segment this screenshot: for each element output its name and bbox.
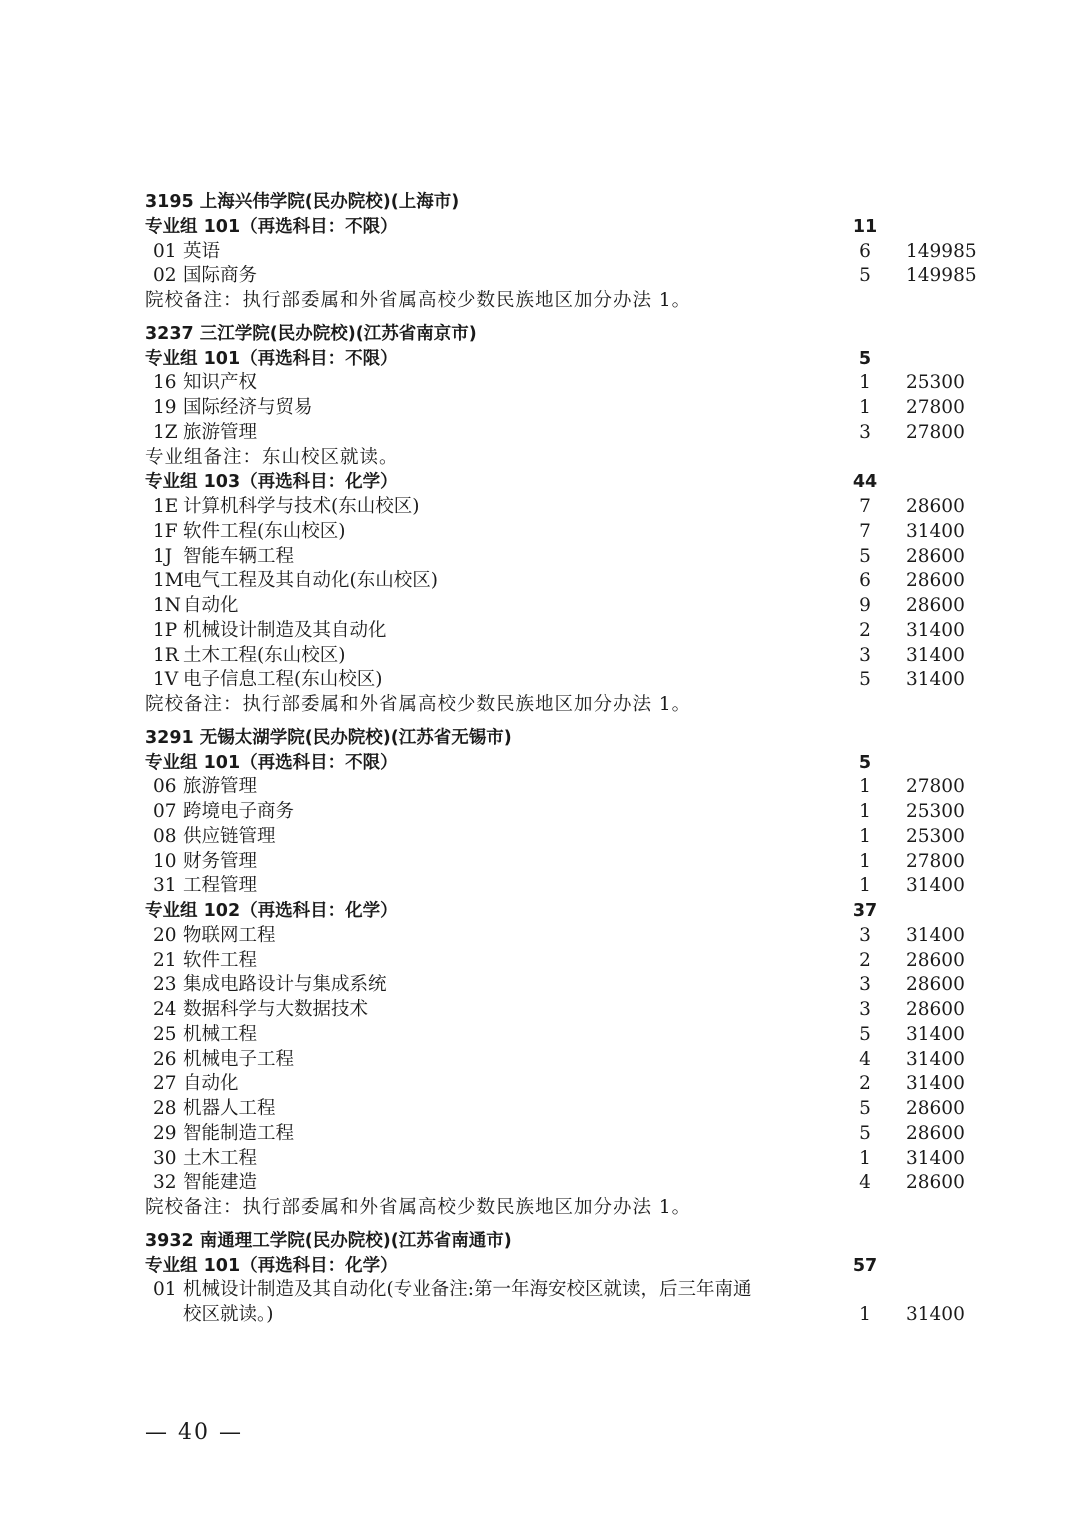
major-code: 32	[153, 1172, 177, 1194]
major-code: 28	[153, 1098, 177, 1119]
major-code: 20	[153, 924, 177, 946]
major-code: 10	[153, 850, 177, 872]
major-count: 1	[859, 850, 871, 872]
major-fee: 28600	[906, 974, 965, 996]
major-fee: 31400	[906, 1304, 965, 1325]
major-row	[0, 874, 1080, 899]
major-code: 1P	[153, 619, 178, 641]
major-row	[0, 1023, 1080, 1048]
major-code: 1R	[153, 644, 179, 666]
major-count: 1	[859, 825, 871, 847]
institution-note-row	[0, 693, 1080, 718]
major-code: 27	[153, 1073, 177, 1095]
institution-title: 3237 三江学院(民办院校)(江苏省南京市)	[145, 323, 477, 344]
major-name: 土木工程	[183, 1147, 258, 1169]
major-group-header	[0, 899, 1080, 924]
major-count: 3	[859, 644, 871, 666]
major-count: 1	[859, 372, 871, 394]
major-name: 智能制造工程	[183, 1122, 295, 1144]
major-name: 机器人工程	[183, 1098, 276, 1119]
major-name: 旅游管理	[183, 776, 258, 798]
major-count: 1	[859, 776, 871, 798]
major-group-title: 专业组 101（再选科目：不限）	[145, 348, 398, 369]
major-code: 29	[153, 1122, 177, 1144]
major-fee: 31400	[906, 669, 965, 691]
major-row	[0, 949, 1080, 974]
major-row	[0, 998, 1080, 1023]
major-group-count: 5	[858, 752, 872, 773]
major-name: 电气工程及其自动化(东山校区)	[183, 570, 438, 592]
major-count: 5	[859, 545, 871, 567]
major-name: 机械电子工程	[183, 1048, 295, 1070]
major-code: 26	[153, 1048, 177, 1070]
major-group-count: 44	[852, 472, 878, 493]
major-name: 跨境电子商务	[183, 801, 295, 822]
major-group-header	[0, 751, 1080, 776]
major-fee: 31400	[906, 644, 965, 666]
major-fee: 31400	[906, 875, 965, 897]
institution-note: 院校备注：执行部委属和外省属高校少数民族地区加分办法 1。	[145, 290, 692, 311]
major-code: 16	[153, 372, 177, 394]
major-name: 智能车辆工程	[183, 545, 295, 567]
major-name: 集成电路设计与集成系统	[183, 974, 387, 996]
institution-note-row	[0, 289, 1080, 314]
institution-note-row	[0, 1196, 1080, 1221]
major-fee: 31400	[906, 1023, 965, 1045]
major-count: 3	[859, 924, 871, 946]
major-count: 3	[859, 999, 871, 1020]
major-name: 物联网工程	[183, 924, 276, 946]
institution-header	[0, 190, 1080, 215]
major-name: 自动化	[183, 1073, 239, 1095]
major-row	[0, 619, 1080, 644]
major-group-count: 5	[858, 348, 872, 369]
major-name: 国际商务	[183, 265, 258, 287]
major-fee: 149985	[906, 265, 977, 287]
major-code: 31	[153, 875, 177, 897]
major-name: 数据科学与大数据技术	[183, 999, 369, 1020]
major-group-header	[0, 470, 1080, 495]
major-row	[0, 569, 1080, 594]
institution-note: 院校备注：执行部委属和外省属高校少数民族地区加分办法 1。	[145, 694, 692, 715]
major-count: 1	[859, 801, 871, 822]
major-row	[0, 240, 1080, 265]
major-fee: 25300	[906, 825, 965, 847]
major-fee: 27800	[906, 421, 965, 443]
institution-header	[0, 322, 1080, 347]
major-row	[0, 775, 1080, 800]
major-code: 1E	[153, 496, 179, 517]
major-code: 01	[153, 1279, 177, 1301]
major-count: 1	[859, 1304, 871, 1325]
major-row	[0, 1048, 1080, 1073]
major-count: 3	[859, 974, 871, 996]
major-code: 01	[153, 240, 177, 262]
major-row	[0, 264, 1080, 289]
major-group-header	[0, 347, 1080, 372]
major-count: 6	[859, 240, 871, 262]
institution-header	[0, 1229, 1080, 1254]
major-fee: 31400	[906, 1147, 965, 1169]
major-group-count: 57	[852, 1255, 878, 1276]
major-count: 6	[859, 570, 871, 592]
institution-note: 院校备注：执行部委属和外省属高校少数民族地区加分办法 1。	[145, 1197, 692, 1218]
major-code: 1N	[153, 595, 181, 616]
major-group-title: 专业组 101（再选科目：化学）	[145, 1255, 398, 1276]
major-fee: 28600	[906, 949, 965, 971]
major-row	[0, 520, 1080, 545]
major-name: 智能建造	[183, 1172, 258, 1194]
institution-header	[0, 726, 1080, 751]
major-row-continued	[0, 1303, 1080, 1328]
major-code: 06	[153, 776, 177, 798]
major-row	[0, 421, 1080, 446]
major-row	[0, 668, 1080, 693]
major-code: 02	[153, 265, 177, 287]
major-row	[0, 800, 1080, 825]
major-name: 国际经济与贸易	[183, 397, 313, 418]
major-row	[0, 1097, 1080, 1122]
major-code: 25	[153, 1023, 177, 1045]
major-fee: 31400	[906, 619, 965, 641]
major-row	[0, 1278, 1080, 1303]
major-count: 5	[859, 265, 871, 287]
admission-plan-page	[0, 190, 1080, 1328]
major-fee: 31400	[906, 1073, 965, 1095]
major-name: 旅游管理	[183, 421, 258, 443]
major-code: 24	[153, 999, 177, 1020]
major-row	[0, 850, 1080, 875]
major-row	[0, 371, 1080, 396]
major-row	[0, 1171, 1080, 1196]
major-name: 计算机科学与技术(东山校区)	[183, 496, 420, 517]
major-count: 9	[859, 595, 871, 616]
major-count: 2	[859, 619, 871, 641]
major-row	[0, 396, 1080, 421]
major-count: 4	[859, 1172, 871, 1194]
major-code: 07	[153, 801, 177, 822]
major-count: 7	[859, 496, 871, 517]
major-fee: 25300	[906, 801, 965, 822]
major-count: 5	[859, 1098, 871, 1119]
major-name: 知识产权	[183, 372, 258, 394]
major-code: 08	[153, 825, 177, 847]
major-row	[0, 825, 1080, 850]
major-fee: 25300	[906, 372, 965, 394]
major-row	[0, 973, 1080, 998]
major-group-title: 专业组 101（再选科目：不限）	[145, 752, 398, 773]
major-group-count: 37	[852, 901, 878, 921]
major-row	[0, 1147, 1080, 1172]
major-group-title: 专业组 101（再选科目：不限）	[145, 216, 398, 237]
major-count: 1	[859, 875, 871, 897]
major-name: 英语	[183, 240, 221, 262]
major-name: 机械设计制造及其自动化(专业备注:第一年海安校区就读，后三年南通	[183, 1279, 752, 1301]
major-row	[0, 594, 1080, 619]
major-fee: 28600	[906, 545, 965, 567]
major-group-title: 专业组 102（再选科目：化学）	[145, 901, 398, 921]
major-code: 19	[153, 397, 177, 418]
major-name: 工程管理	[183, 875, 258, 897]
major-name: 自动化	[183, 595, 239, 616]
major-name: 软件工程	[183, 949, 258, 971]
major-name: 机械工程	[183, 1023, 258, 1045]
major-fee: 31400	[906, 1048, 965, 1070]
major-count: 2	[859, 949, 871, 971]
major-name: 软件工程(东山校区)	[183, 520, 346, 542]
major-count: 7	[859, 520, 871, 542]
major-fee: 28600	[906, 1122, 965, 1144]
major-name: 电子信息工程(东山校区)	[183, 669, 383, 691]
major-row	[0, 495, 1080, 520]
major-group-header	[0, 1254, 1080, 1279]
major-fee: 28600	[906, 1172, 965, 1194]
major-fee: 28600	[906, 595, 965, 616]
major-group-header	[0, 215, 1080, 240]
major-count: 3	[859, 421, 871, 443]
major-count: 5	[859, 669, 871, 691]
major-row	[0, 1072, 1080, 1097]
group-note: 专业组备注：东山校区就读。	[145, 446, 399, 468]
major-name: 财务管理	[183, 850, 258, 872]
major-fee: 28600	[906, 1098, 965, 1119]
major-name: 机械设计制造及其自动化	[183, 619, 387, 641]
major-code: 1V	[153, 669, 179, 691]
major-code: 30	[153, 1147, 177, 1169]
institution-title: 3291 无锡太湖学院(民办院校)(江苏省无锡市)	[145, 727, 512, 748]
group-note-row	[0, 446, 1080, 471]
major-fee: 28600	[906, 999, 965, 1020]
major-name: 土木工程(东山校区)	[183, 644, 346, 666]
major-count: 1	[859, 1147, 871, 1169]
major-group-title: 专业组 103（再选科目：化学）	[145, 472, 398, 493]
major-code: 23	[153, 974, 177, 996]
major-fee: 149985	[906, 240, 977, 262]
major-row	[0, 924, 1080, 949]
major-fee: 28600	[906, 570, 965, 592]
major-count: 5	[859, 1023, 871, 1045]
institution-title: 3932 南通理工学院(民办院校)(江苏省南通市)	[145, 1230, 512, 1251]
major-code: 1M	[153, 570, 184, 592]
major-fee: 27800	[906, 850, 965, 872]
major-name-continued: 校区就读。)	[183, 1304, 274, 1325]
major-code: 1F	[153, 520, 178, 542]
major-code: 1Z	[153, 421, 178, 443]
major-count: 4	[859, 1048, 871, 1070]
major-row	[0, 545, 1080, 570]
major-count: 2	[859, 1073, 871, 1095]
major-code: 1J	[153, 545, 173, 567]
major-count: 1	[859, 397, 871, 418]
major-row	[0, 644, 1080, 669]
institution-title: 3195 上海兴伟学院(民办院校)(上海市)	[145, 192, 460, 212]
major-row	[0, 1122, 1080, 1147]
major-fee: 31400	[906, 520, 965, 542]
major-fee: 31400	[906, 924, 965, 946]
major-code: 21	[153, 949, 177, 971]
major-count: 5	[859, 1122, 871, 1144]
major-fee: 27800	[906, 397, 965, 418]
major-group-count: 11	[852, 216, 878, 237]
major-fee: 28600	[906, 496, 965, 517]
major-name: 供应链管理	[183, 825, 276, 847]
page-number: — 40 —	[145, 1420, 243, 1445]
major-fee: 27800	[906, 776, 965, 798]
